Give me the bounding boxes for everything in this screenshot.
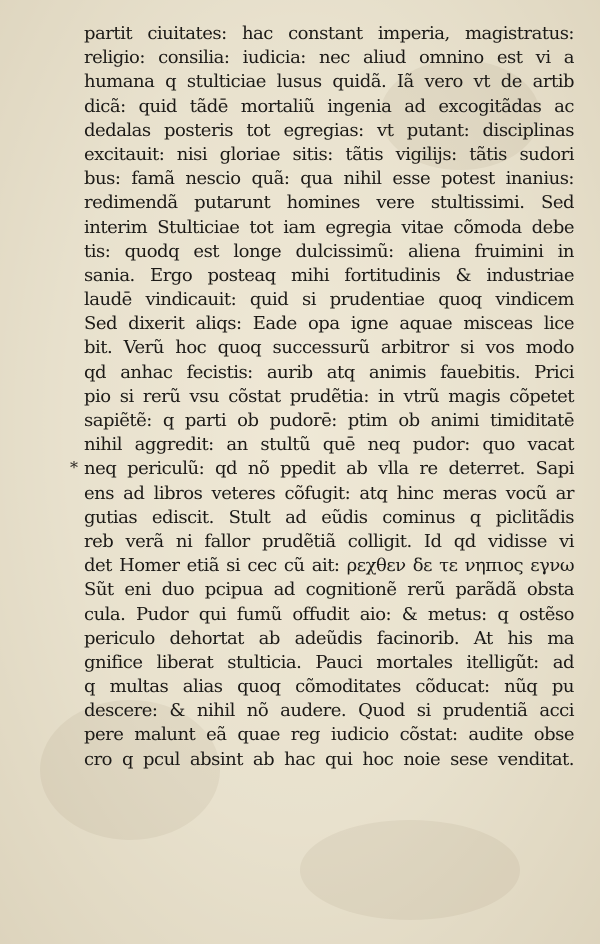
text-line: det Homer etiã si cec cũ ait: ρεχθεν δε τε νηπιος εγνω bbox=[84, 555, 574, 577]
text-line: interim Stulticiae tot iam egregia vitae cõmoda debe bbox=[84, 216, 574, 238]
text-line: partit ciuitates: hac constant imperia, magistratus: bbox=[84, 23, 574, 44]
text-line: laudē vindicauit: quid si prudentiae quoq vindicem bbox=[84, 289, 574, 311]
text-line: religio: consilia: iudicia: nec aliud omnino est vi a bbox=[84, 47, 574, 69]
text-line: cro q pcul absint ab hac qui hoc noie sese venditat. bbox=[84, 748, 574, 770]
text-line: tis: quodq est longe dulcissimũ: aliena fruimini in bbox=[84, 240, 574, 262]
text-line: Sũt eni duo pcipua ad cognitionẽ rerũ parãdã obsta bbox=[84, 579, 574, 601]
text-line: sapiẽtẽ: q parti ob pudorē: ptim ob animi timiditatē bbox=[84, 410, 574, 431]
text-block bbox=[84, 22, 574, 772]
text-line: bit. Verũ hoc quoq successurũ arbitror si vos modo bbox=[84, 337, 574, 359]
text-line: dedalas posteris tot egregias: vt putant: disciplinas bbox=[84, 119, 574, 141]
text-line: humana q stulticiae lusus quidã. Iã vero vt de artib bbox=[84, 71, 574, 93]
text-line: neq periculũ: qd nõ ppedit ab vlla re deterret. Sapi bbox=[84, 458, 574, 480]
text-line: bus: famã nescio quã: qua nihil esse potest inanius: bbox=[84, 168, 574, 190]
text-line: q multas alias quoq cõmoditates cõducat: nũq pu bbox=[84, 676, 574, 698]
text-line: descere: & nihil nõ audere. Quod si prudentiã acci bbox=[84, 700, 574, 722]
text-line: nihil aggredit: an stultũ quē neq pudor: quo vacat bbox=[84, 434, 574, 456]
text-line: redimendã putarunt homines vere stultissimi. Sed bbox=[84, 192, 574, 214]
text-line: gutias ediscit. Stult ad eũdis cominus q piclitãdis bbox=[84, 506, 574, 528]
margin-mark: * bbox=[70, 458, 78, 477]
text-line: dicã: quid tãdē mortaliũ ingenia ad excogitãdas ac bbox=[84, 95, 574, 117]
text-line: qd anhac fecistis: aurib atq animis fauebitis. Prici bbox=[84, 361, 574, 383]
text-line: excitauit: nisi gloriae sitis: tãtis vigilijs: tãtis sudori bbox=[84, 143, 574, 165]
text-line: Sed dixerit aliqs: Eade opa igne aquae misceas lice bbox=[84, 313, 574, 335]
text-line: pio si rerũ vsu cõstat prudẽtia: in vtrũ magis cõpetet bbox=[84, 385, 574, 407]
text-line: pere malunt eã quae reg iudicio cõstat: audite obse bbox=[84, 724, 574, 746]
text-line: gnifice liberat stulticia. Pauci mortales itelligũt: ad bbox=[84, 651, 574, 673]
paper-stain bbox=[300, 820, 520, 920]
text-line: cula. Pudor qui fumũ offudit aio: & metus: q ostẽso bbox=[84, 603, 574, 625]
text-line: sania. Ergo posteaq mihi fortitudinis & industriae bbox=[84, 264, 574, 286]
text-line: reb verã ni fallor prudẽtiã colligit. Id qd vidisse vi bbox=[84, 530, 574, 552]
text-line: periculo dehortat ab adeũdis facinorib. At his ma bbox=[84, 627, 574, 649]
text-line: ens ad libros veteres cõfugit: atq hinc meras vocũ ar bbox=[84, 482, 574, 504]
